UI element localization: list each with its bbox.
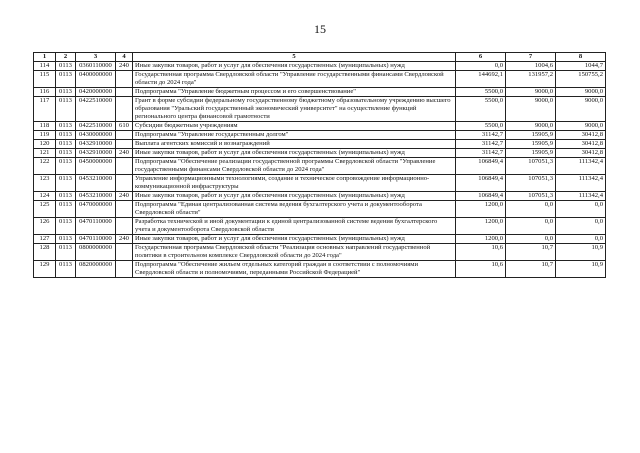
target-article-cell: 0470000000 [76, 201, 116, 218]
row-number-cell: 119 [34, 131, 56, 140]
amount-col6-cell: 5500,0 [456, 88, 506, 97]
amount-col6-cell: 31142,7 [456, 131, 506, 140]
amount-col6-cell: 10,6 [456, 261, 506, 278]
amount-col6-cell: 106849,4 [456, 192, 506, 201]
section-code-cell: 0113 [56, 122, 76, 131]
section-code-cell: 0113 [56, 62, 76, 71]
amount-col8-cell: 9000,0 [556, 88, 606, 97]
expense-type-cell: 240 [116, 149, 133, 158]
row-number-cell: 128 [34, 244, 56, 261]
target-article-cell: 0400000000 [76, 71, 116, 88]
section-code-cell: 0113 [56, 192, 76, 201]
table-row [34, 175, 606, 192]
table-row [34, 149, 606, 158]
section-code-cell: 0113 [56, 97, 76, 122]
col-header-7: 7 [506, 53, 556, 62]
amount-col8-cell: 111342,4 [556, 175, 606, 192]
amount-col7-cell: 15905,9 [506, 149, 556, 158]
table-row [34, 97, 606, 122]
amount-col6-cell: 1200,0 [456, 235, 506, 244]
row-number-cell: 117 [34, 97, 56, 122]
expense-type-cell: 610 [116, 122, 133, 131]
item-name-cell: Иные закупки товаров, работ и услуг для обеспечения государственных (муниципальных) нужд [133, 62, 456, 71]
section-code-cell: 0113 [56, 244, 76, 261]
table-row [34, 235, 606, 244]
table-row [34, 122, 606, 131]
target-article-cell: 0360110000 [76, 62, 116, 71]
section-code-cell: 0113 [56, 140, 76, 149]
target-article-cell: 0453210000 [76, 175, 116, 192]
section-code-cell: 0113 [56, 149, 76, 158]
expense-type-cell: 240 [116, 235, 133, 244]
item-name-cell: Подпрограмма "Управление государственным долгом" [133, 131, 456, 140]
amount-col8-cell: 150755,2 [556, 71, 606, 88]
amount-col6-cell: 1200,0 [456, 201, 506, 218]
expense-type-cell [116, 97, 133, 122]
table-row [34, 88, 606, 97]
header-row [34, 53, 606, 62]
table-row [34, 261, 606, 278]
table-row [34, 140, 606, 149]
amount-col6-cell: 10,6 [456, 244, 506, 261]
item-name-cell: Иные закупки товаров, работ и услуг для обеспечения государственных (муниципальных) нужд [133, 235, 456, 244]
amount-col6-cell: 31142,7 [456, 140, 506, 149]
amount-col7-cell: 107051,3 [506, 175, 556, 192]
amount-col6-cell: 31142,7 [456, 149, 506, 158]
table-row [34, 201, 606, 218]
row-number-cell: 125 [34, 201, 56, 218]
item-name-cell: Подпрограмма "Обеспечение реализации государственной программы Свердловской области "Управление государственными финансами Свердловской области до 2024 года" [133, 158, 456, 175]
expense-type-cell [116, 88, 133, 97]
section-code-cell: 0113 [56, 201, 76, 218]
amount-col7-cell: 9000,0 [506, 122, 556, 131]
section-code-cell: 0113 [56, 235, 76, 244]
amount-col8-cell: 10,9 [556, 244, 606, 261]
section-code-cell: 0113 [56, 175, 76, 192]
amount-col8-cell: 0,0 [556, 201, 606, 218]
table-row [34, 158, 606, 175]
col-header-1: 1 [34, 53, 56, 62]
expense-type-cell: 240 [116, 62, 133, 71]
amount-col7-cell: 15905,9 [506, 131, 556, 140]
item-name-cell: Разработка технической и иной документации к единой централизованной системе ведения бухгалтерского учета и документооборота Свердловской области [133, 218, 456, 235]
target-article-cell: 0432910000 [76, 140, 116, 149]
amount-col8-cell: 10,9 [556, 261, 606, 278]
table-row [34, 244, 606, 261]
expense-type-cell [116, 131, 133, 140]
amount-col8-cell: 111342,4 [556, 158, 606, 175]
table-row [34, 62, 606, 71]
section-code-cell: 0113 [56, 131, 76, 140]
amount-col7-cell: 10,7 [506, 244, 556, 261]
row-number-cell: 120 [34, 140, 56, 149]
table-row [34, 71, 606, 88]
target-article-cell: 0800000000 [76, 244, 116, 261]
expense-type-cell [116, 175, 133, 192]
amount-col7-cell: 0,0 [506, 235, 556, 244]
amount-col8-cell: 111342,4 [556, 192, 606, 201]
row-number-cell: 129 [34, 261, 56, 278]
section-code-cell: 0113 [56, 218, 76, 235]
target-article-cell: 0430000000 [76, 131, 116, 140]
target-article-cell: 0820000000 [76, 261, 116, 278]
section-code-cell: 0113 [56, 261, 76, 278]
amount-col6-cell: 106849,4 [456, 158, 506, 175]
amount-col7-cell: 0,0 [506, 218, 556, 235]
row-number-cell: 122 [34, 158, 56, 175]
row-number-cell: 124 [34, 192, 56, 201]
col-header-4: 4 [116, 53, 133, 62]
amount-col7-cell: 9000,0 [506, 97, 556, 122]
item-name-cell: Подпрограмма "Обеспечение жильем отдельных категорий граждан в соответствии с полномочиями Свердловской области и полномочиями, переданными Российской Федерацией" [133, 261, 456, 278]
target-article-cell: 0422510000 [76, 97, 116, 122]
item-name-cell: Иные закупки товаров, работ и услуг для обеспечения государственных (муниципальных) нужд [133, 192, 456, 201]
amount-col6-cell: 5500,0 [456, 122, 506, 131]
row-number-cell: 116 [34, 88, 56, 97]
section-code-cell: 0113 [56, 158, 76, 175]
target-article-cell: 0420000000 [76, 88, 116, 97]
budget-table [33, 52, 606, 278]
col-header-8: 8 [556, 53, 606, 62]
amount-col7-cell: 10,7 [506, 261, 556, 278]
amount-col7-cell: 1004,6 [506, 62, 556, 71]
target-article-cell: 0470110000 [76, 218, 116, 235]
target-article-cell: 0450000000 [76, 158, 116, 175]
amount-col6-cell: 5500,0 [456, 97, 506, 122]
row-number-cell: 123 [34, 175, 56, 192]
col-header-5: 5 [133, 53, 456, 62]
table-row [34, 218, 606, 235]
amount-col6-cell: 144692,1 [456, 71, 506, 88]
row-number-cell: 114 [34, 62, 56, 71]
page-number: 15 [314, 22, 326, 36]
col-header-6: 6 [456, 53, 506, 62]
item-name-cell: Выплата агентских комиссий и вознаграждений [133, 140, 456, 149]
amount-col8-cell: 0,0 [556, 235, 606, 244]
expense-type-cell [116, 140, 133, 149]
section-code-cell: 0113 [56, 88, 76, 97]
expense-type-cell [116, 261, 133, 278]
amount-col7-cell: 131957,2 [506, 71, 556, 88]
row-number-cell: 115 [34, 71, 56, 88]
amount-col6-cell: 106849,4 [456, 175, 506, 192]
expense-type-cell: 240 [116, 192, 133, 201]
amount-col7-cell: 9000,0 [506, 88, 556, 97]
expense-type-cell [116, 158, 133, 175]
col-header-2: 2 [56, 53, 76, 62]
amount-col7-cell: 15905,9 [506, 140, 556, 149]
item-name-cell: Субсидии бюджетным учреждениям [133, 122, 456, 131]
expense-type-cell [116, 71, 133, 88]
amount-col7-cell: 107051,3 [506, 192, 556, 201]
col-header-3: 3 [76, 53, 116, 62]
expense-type-cell [116, 201, 133, 218]
target-article-cell: 0422510000 [76, 122, 116, 131]
item-name-cell: Государственная программа Свердловской области "Управление государственными финансами Свердловской области до 2024 года" [133, 71, 456, 88]
amount-col8-cell: 30412,8 [556, 149, 606, 158]
row-number-cell: 121 [34, 149, 56, 158]
target-article-cell: 0470110000 [76, 235, 116, 244]
target-article-cell: 0453210000 [76, 192, 116, 201]
item-name-cell: Иные закупки товаров, работ и услуг для обеспечения государственных (муниципальных) нужд [133, 149, 456, 158]
amount-col7-cell: 107051,3 [506, 158, 556, 175]
item-name-cell: Подпрограмма "Управление бюджетным процессом и его совершенствование" [133, 88, 456, 97]
row-number-cell: 126 [34, 218, 56, 235]
amount-col8-cell: 30412,8 [556, 131, 606, 140]
amount-col6-cell: 1200,0 [456, 218, 506, 235]
item-name-cell: Подпрограмма "Единая централизованная система ведения бухгалтерского учета и документооборота Свердловской области" [133, 201, 456, 218]
expense-type-cell [116, 244, 133, 261]
row-number-cell: 127 [34, 235, 56, 244]
amount-col8-cell: 30412,8 [556, 140, 606, 149]
amount-col6-cell: 0,0 [456, 62, 506, 71]
amount-col8-cell: 1044,7 [556, 62, 606, 71]
row-number-cell: 118 [34, 122, 56, 131]
amount-col7-cell: 0,0 [506, 201, 556, 218]
amount-col8-cell: 9000,0 [556, 97, 606, 122]
amount-col8-cell: 9000,0 [556, 122, 606, 131]
table-row [34, 192, 606, 201]
target-article-cell: 0432910000 [76, 149, 116, 158]
expense-type-cell [116, 218, 133, 235]
table-row [34, 131, 606, 140]
item-name-cell: Государственная программа Свердловской области "Реализация основных направлений государственной политики в строительном комплексе Свердловской области до 2024 года" [133, 244, 456, 261]
item-name-cell: Управление информационными технологиями, создание и техническое сопровождение информационно-коммуникационной инфраструктуры [133, 175, 456, 192]
amount-col8-cell: 0,0 [556, 218, 606, 235]
item-name-cell: Грант в форме субсидии федеральному государственному бюджетному образовательному учреждению высшего образования "Уральский государственный экономический университет" на осуществление функций регионального центра финансовой грамотности [133, 97, 456, 122]
section-code-cell: 0113 [56, 71, 76, 88]
